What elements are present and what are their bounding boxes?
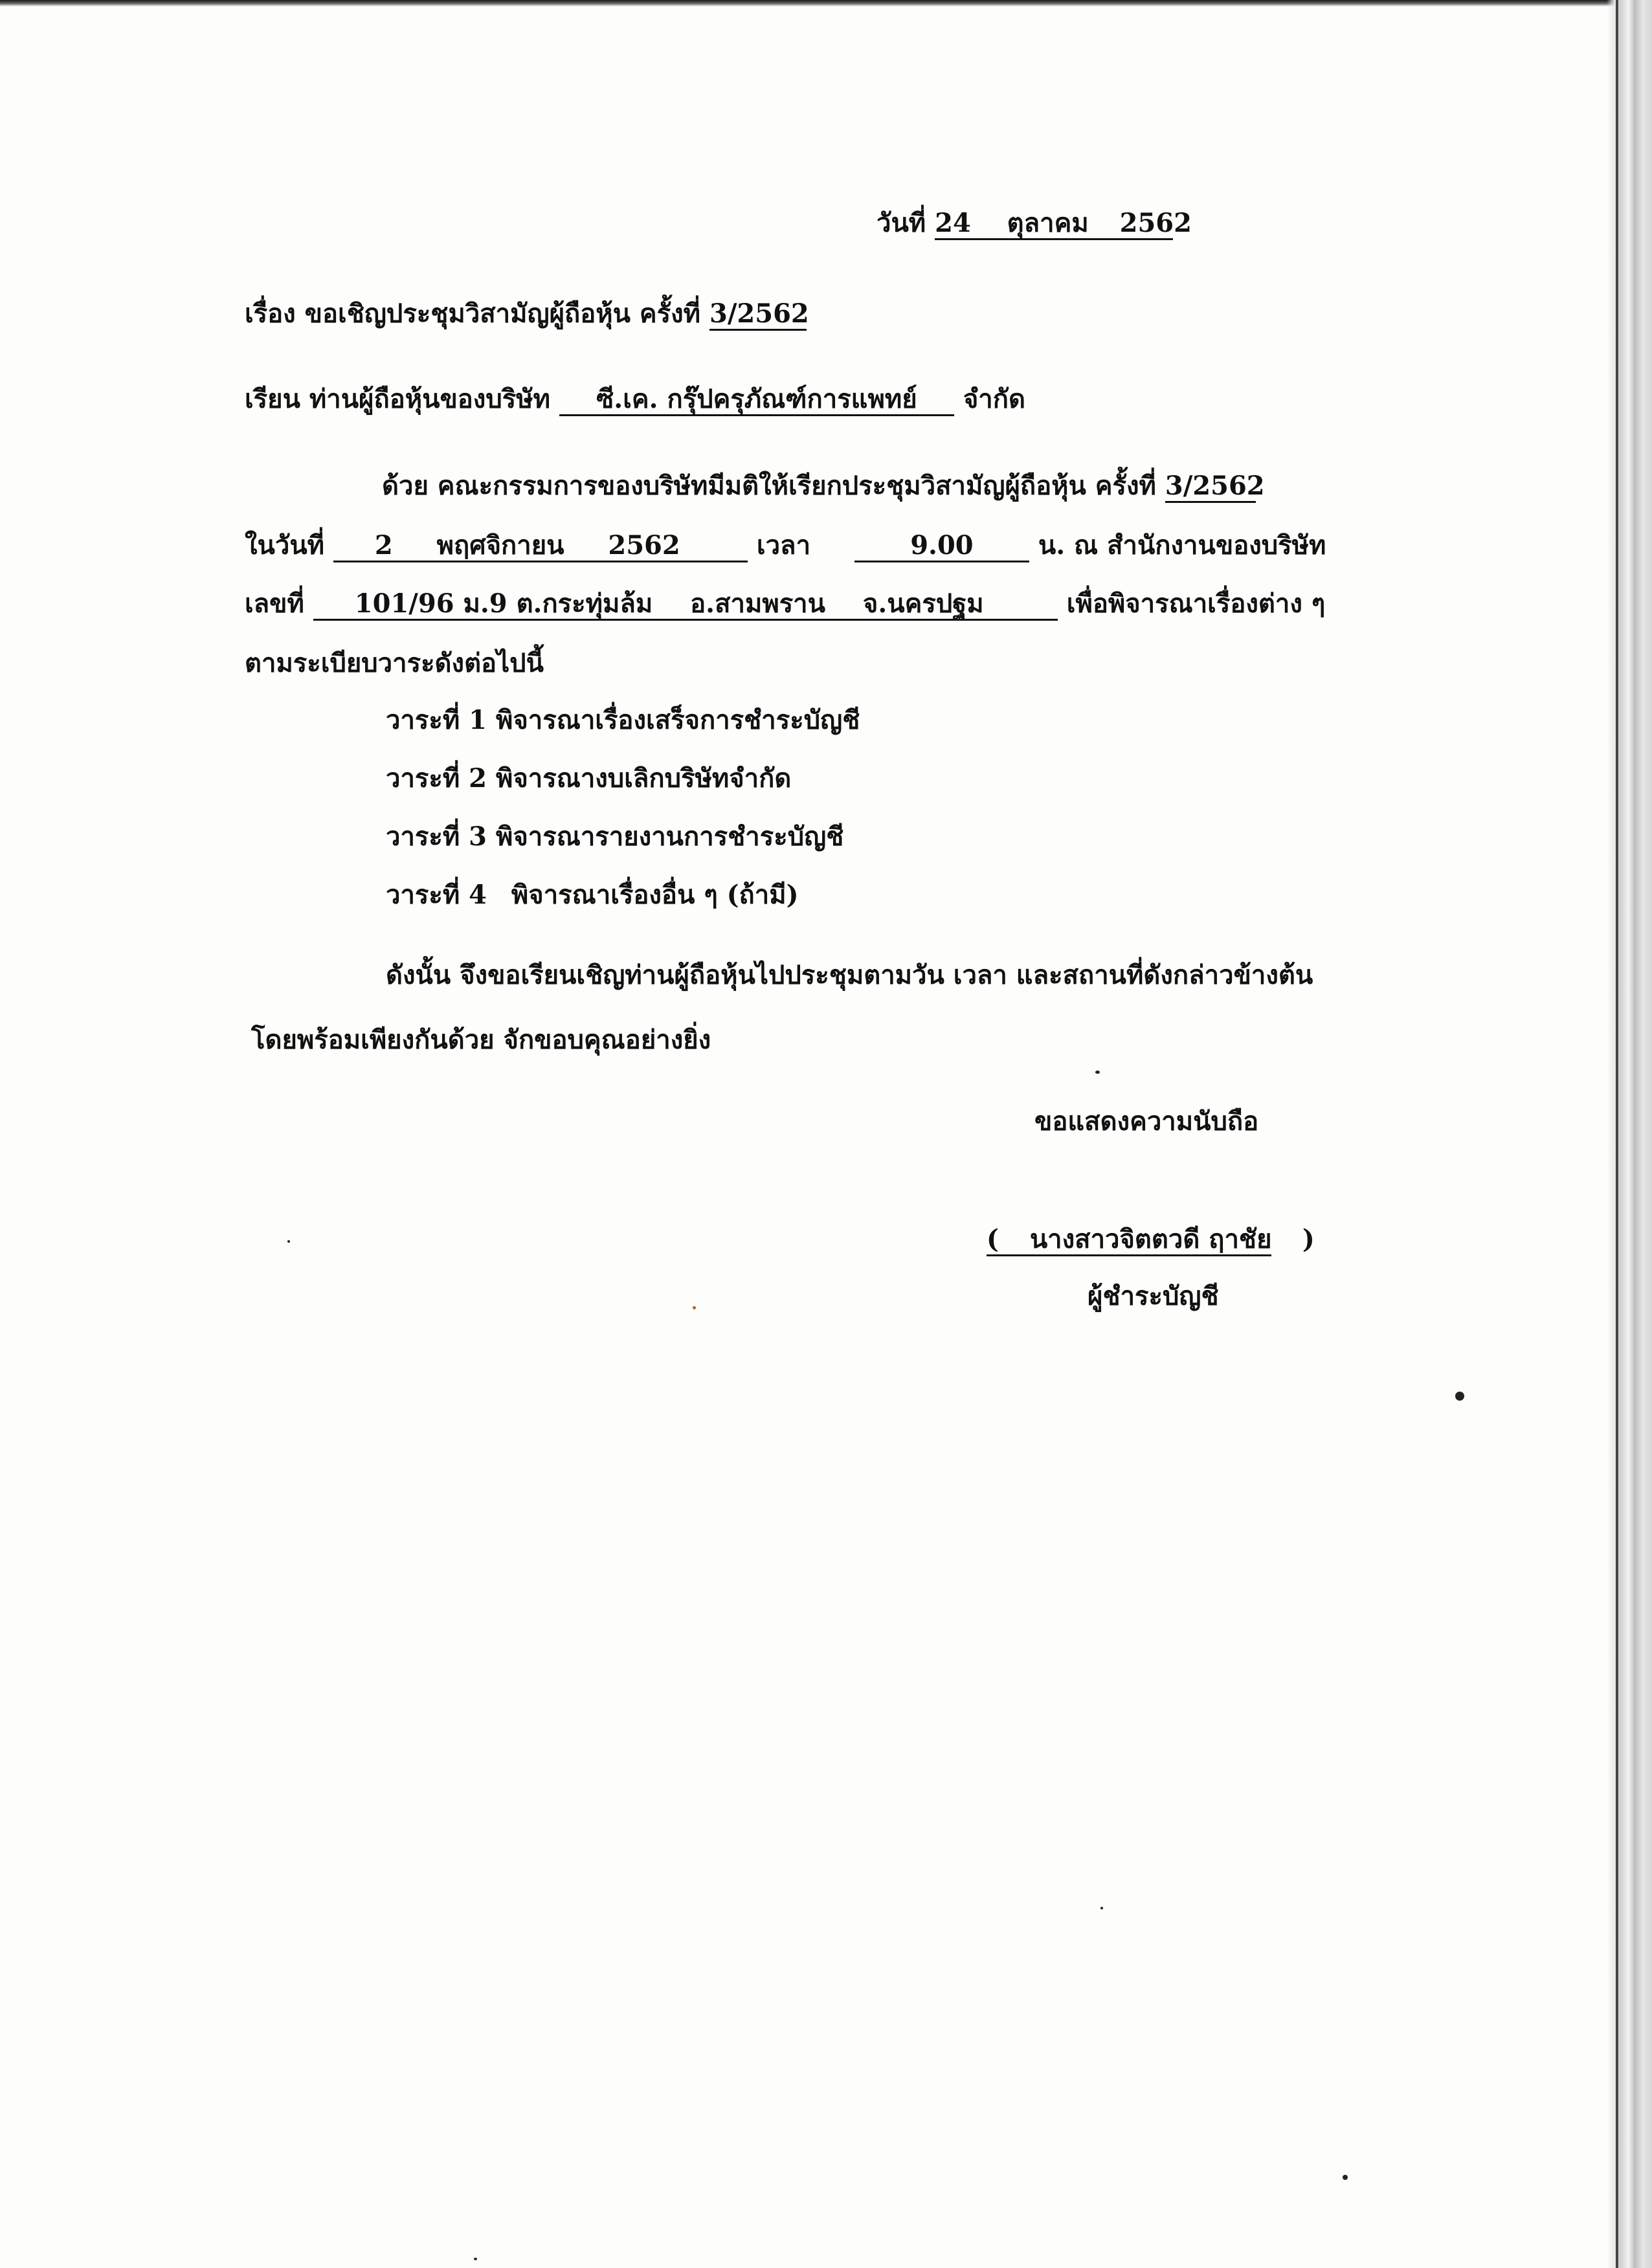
agenda-item (386, 761, 791, 796)
date-month: ตุลาคม (1007, 208, 1089, 238)
meeting-year: 2562 (608, 530, 680, 561)
agenda-text: พิจารณาเรื่องอื่น ๆ (ถ้ามี) (511, 880, 799, 910)
subject-line (245, 296, 807, 331)
agenda-label: วาระที่ 2 (386, 763, 487, 794)
address-amphoe: อ.สามพราน (690, 588, 825, 619)
to-label: เรียน (245, 384, 300, 414)
body-line-2 (245, 528, 1326, 563)
agenda-text: พิจารณาเรื่องเสร็จการชำระบัญชี (495, 705, 860, 735)
address-province: จ.นครปฐม (862, 588, 984, 619)
scan-speck (1100, 1907, 1103, 1909)
scan-right-edge-line (1616, 0, 1618, 2268)
agenda-item (386, 878, 799, 913)
address-tambon: ต.กระทุ่มล้ม (516, 588, 653, 619)
scan-speck (1095, 1071, 1100, 1074)
meeting-date-fill (333, 531, 748, 562)
body-line-3 (245, 586, 1325, 621)
company-suffix: จำกัด (963, 384, 1025, 414)
body-line1-number: 3/2562 (1165, 471, 1256, 503)
address-moo: ม.9 (463, 588, 508, 619)
closing-line-1 (386, 958, 1313, 993)
meeting-time: 9.00 (854, 531, 1029, 562)
body-line1-text: ด้วย คณะกรรมการของบริษัทมีมติให้เรียกประชุมวิสามัญผู้ถือหุ้น ครั้งที่ (382, 471, 1156, 501)
body-line3-prefix: เลขที่ (245, 588, 304, 619)
closing-text-1: ดังนั้น จึงขอเรียนเชิญท่านผู้ถือหุ้นไปประชุมตามวัน เวลา และสถานที่ดังกล่าวข้างต้น (386, 960, 1313, 990)
meeting-month: พฤศจิกายน (436, 530, 564, 561)
scan-speck (1455, 1392, 1464, 1401)
subject-text: ขอเชิญประชุมวิสามัญผู้ถือหุ้น ครั้งที่ (304, 298, 701, 329)
agenda-item (386, 819, 843, 854)
closing-line-2 (251, 1023, 711, 1058)
close-paren: ) (1302, 1224, 1315, 1254)
agenda-label: วาระที่ 4 (386, 880, 487, 910)
date-day: 24 (935, 208, 971, 238)
regards-text: ขอแสดงความนับถือ (1034, 1106, 1259, 1137)
subject-label: เรื่อง (245, 298, 296, 329)
agenda-label: วาระที่ 1 (386, 705, 487, 735)
signer-name-line (987, 1222, 1315, 1257)
subject-number: 3/2562 (709, 299, 807, 331)
date-line (876, 206, 1192, 241)
meeting-day: 2 (374, 530, 393, 561)
to-text: ท่านผู้ถือหุ้นของบริษัท (309, 384, 550, 414)
body-line-1 (382, 469, 1265, 504)
body-line4-text: ตามระเบียบวาระดังต่อไปนี้ (245, 648, 544, 678)
scan-top-edge (0, 0, 1652, 6)
signer-position-line (1088, 1279, 1219, 1314)
agenda-item (386, 703, 860, 738)
open-paren: ( (987, 1224, 999, 1254)
regards-line (1034, 1104, 1258, 1139)
body-line-4 (245, 646, 544, 681)
closing-text-2: โดยพร้อมเพียงกันด้วย จักขอบคุณอย่างยิ่ง (251, 1025, 711, 1055)
date-fill (935, 208, 1192, 240)
agenda-text: พิจารณารายงานการชำระบัญชี (495, 821, 844, 852)
time-label: เวลา (756, 530, 811, 561)
scan-speck (693, 1306, 696, 1309)
agenda-label: วาระที่ 3 (386, 821, 487, 852)
address-no: 101/96 (354, 588, 454, 619)
body-line3-suffix: เพื่อพิจารณาเรื่องต่าง ๆ (1066, 588, 1326, 619)
signer-name: นางสาวจิตตวดี ฤาชัย (1029, 1224, 1272, 1254)
to-line (245, 382, 1025, 417)
date-year: 2562 (1119, 208, 1192, 238)
company-name: ซี.เค. กรุ๊ปครุภัณฑ์การแพทย์ (559, 384, 954, 416)
body-line2-prefix: ในวันที่ (245, 530, 325, 561)
scan-right-edge (1607, 0, 1652, 2268)
scan-speck (474, 2258, 477, 2260)
agenda-text: พิจารณางบเลิกบริษัทจำกัด (495, 763, 792, 794)
address-fill (313, 589, 1058, 621)
body-line2-suffix: น. ณ สำนักงานของบริษัท (1038, 530, 1326, 561)
scan-speck (287, 1240, 290, 1243)
scan-speck (1343, 2175, 1348, 2180)
date-prefix: วันที่ (876, 208, 926, 238)
signer-name-fill (987, 1225, 1271, 1256)
signer-position: ผู้ชำระบัญชี (1088, 1281, 1219, 1311)
